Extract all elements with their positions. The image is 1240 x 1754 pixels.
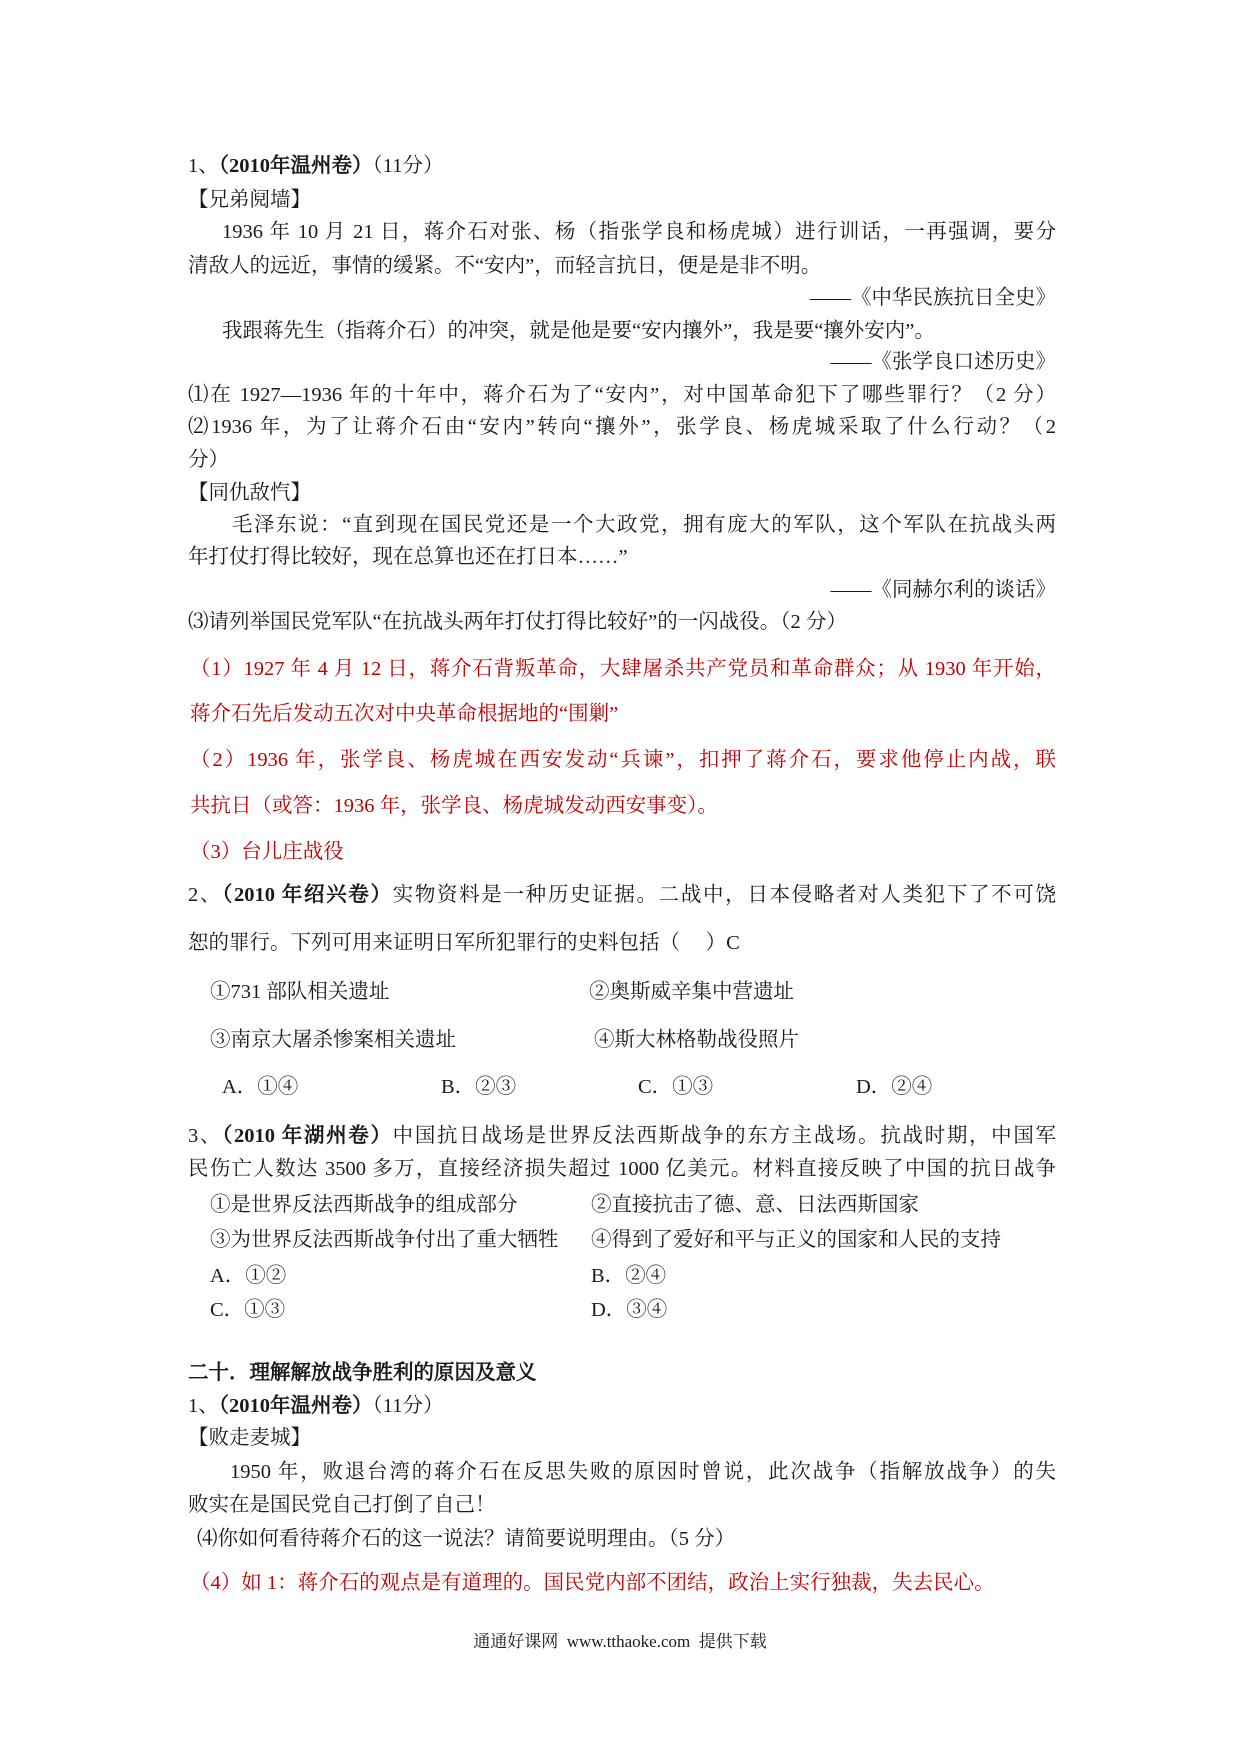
question-number: 3、: [188, 1125, 223, 1147]
material-heading: 【败走麦城】: [188, 1427, 311, 1449]
question-source: （2010 年湖州卷）: [222, 1125, 393, 1147]
q3-stem-line: 民伤亡人数达 3500 多万，直接经济损失超过 1000 亿美元。材料直接反映了中国的抗日战争: [188, 1158, 1056, 1180]
material-text-line: 毛泽东说：“直到现在国民党还是一个大政党，拥有庞大的军队，这个军队在抗战头两: [232, 514, 1056, 536]
q1-header: [188, 1393, 444, 1419]
question-number: 2、: [188, 884, 223, 906]
material-text-line: 败实在是国民党自己打倒了自己！: [188, 1494, 496, 1516]
sub-question: ⑷你如何看待蒋介石的这一说法？请简要说明理由。（5 分）: [197, 1528, 736, 1550]
question-score: （11分）: [372, 1395, 444, 1417]
answer-line: （2）1936 年，张学良、杨虎城在西安发动“兵谏”，扣押了蒋介石，要求他停止内战，联: [190, 749, 1056, 771]
option-d: D．②④: [856, 1076, 933, 1098]
question-number: 1、: [188, 155, 219, 177]
page-footer: 通通好课网 www.tthaoke.com 提供下载: [473, 1632, 767, 1651]
material-source: ——《张学良口述历史》: [830, 351, 1056, 373]
question-source: （2010年温州卷）: [218, 1395, 373, 1417]
question-text: 实物资料是一种历史证据。二战中，日本侵略者对人类犯下了不可饶: [392, 884, 1057, 906]
option-a: A．①④: [222, 1076, 299, 1098]
material-text-line: 年打仗打得比较好，现在总算也还在打日本……”: [188, 546, 628, 568]
q2-stem-line: 恕的罪行。下列可用来证明日军所犯罪行的史料包括（ ）C: [188, 932, 740, 954]
q3-stem-line: [188, 1123, 1056, 1149]
choice-item: ④得到了爱好和平与正义的国家和人民的支持: [591, 1229, 1001, 1251]
question-source: （2010年温州卷）: [218, 155, 373, 177]
choice-item: ①731 部队相关遗址: [210, 981, 390, 1003]
choice-item: ②直接抗击了德、意、日法西斯国家: [591, 1194, 919, 1216]
answer-line: （3）台儿庄战役: [190, 841, 344, 863]
choice-item: ③为世界反法西斯战争付出了重大牺牲: [210, 1229, 559, 1251]
sub-question: ⑶请列举国民党军队“在抗战头两年打仗打得比较好”的一闪战役。（2 分）: [188, 611, 847, 633]
material-source: ——《中华民族抗日全史》: [810, 287, 1056, 309]
option-c: C．①③: [638, 1076, 714, 1098]
question-score: （11分）: [372, 155, 444, 177]
section-title: 二十．理解解放战争胜利的原因及意义: [188, 1362, 537, 1384]
choice-item: ③南京大屠杀惨案相关遗址: [210, 1029, 456, 1051]
option-a: A．①②: [210, 1265, 287, 1287]
answer-line: 共抗日（或答：1936 年，张学良、杨虎城发动西安事变）。: [190, 795, 718, 817]
option-c: C．①③: [210, 1299, 286, 1321]
question-text: 中国抗日战场是世界反法西斯战争的东方主战场。抗战时期，中国军: [392, 1125, 1057, 1147]
sub-question-continued: 分）: [188, 449, 229, 471]
material-text-line: 我跟蒋先生（指蒋介石）的冲突，就是他是要“安内攘外”，我是要“攘外安内”。: [222, 320, 935, 342]
answer-line: 蒋介石先后发动五次对中央革命根据地的“围剿”: [190, 703, 619, 725]
answer-line: （1）1927 年 4 月 12 日，蒋介石背叛革命，大肆屠杀共产党员和革命群众；从 1930 年开始，: [190, 658, 1056, 680]
sub-question: ⑴在 1927—1936 年的十年中，蒋介石为了“安内”，对中国革命犯下了哪些罪行？（2 分）: [188, 384, 1056, 406]
material-text-line: 1936 年 10 月 21 日，蒋介石对张、杨（指张学良和杨虎城）进行训话，一再强调，要分: [222, 221, 1056, 243]
material-text-line: 1950 年，败退台湾的蒋介石在反思失败的原因时曾说，此次战争（指解放战争）的失: [230, 1461, 1056, 1483]
choice-item: ①是世界反法西斯战争的组成部分: [210, 1194, 518, 1216]
material-heading: 【同仇敌忾】: [188, 482, 311, 504]
choice-item: ②奥斯威辛集中营遗址: [589, 981, 794, 1003]
question-source: （2010 年绍兴卷）: [222, 884, 393, 906]
option-b: B．②④: [591, 1265, 667, 1287]
option-d: D．③④: [591, 1299, 668, 1321]
question-number: 1、: [188, 1395, 219, 1417]
choice-item: ④斯大林格勒战役照片: [594, 1029, 799, 1051]
sub-question: ⑵1936 年，为了让蒋介石由“安内”转向“攘外”，张学良、杨虎城采取了什么行动？（2: [188, 416, 1056, 438]
material-source: ——《同赫尔利的谈话》: [830, 579, 1056, 601]
q2-stem-line: [188, 882, 1056, 908]
answer-line: （4）如 1：蒋介石的观点是有道理的。国民党内部不团结，政治上实行独裁，失去民心。: [190, 1572, 995, 1594]
option-b: B．②③: [441, 1076, 517, 1098]
material-text-line: 清敌人的远近，事情的缓紧。不“安内”，而轻言抗日，便是是非不明。: [188, 255, 822, 277]
q1-header: [188, 153, 444, 179]
material-heading: 【兄弟阋墙】: [188, 189, 311, 211]
